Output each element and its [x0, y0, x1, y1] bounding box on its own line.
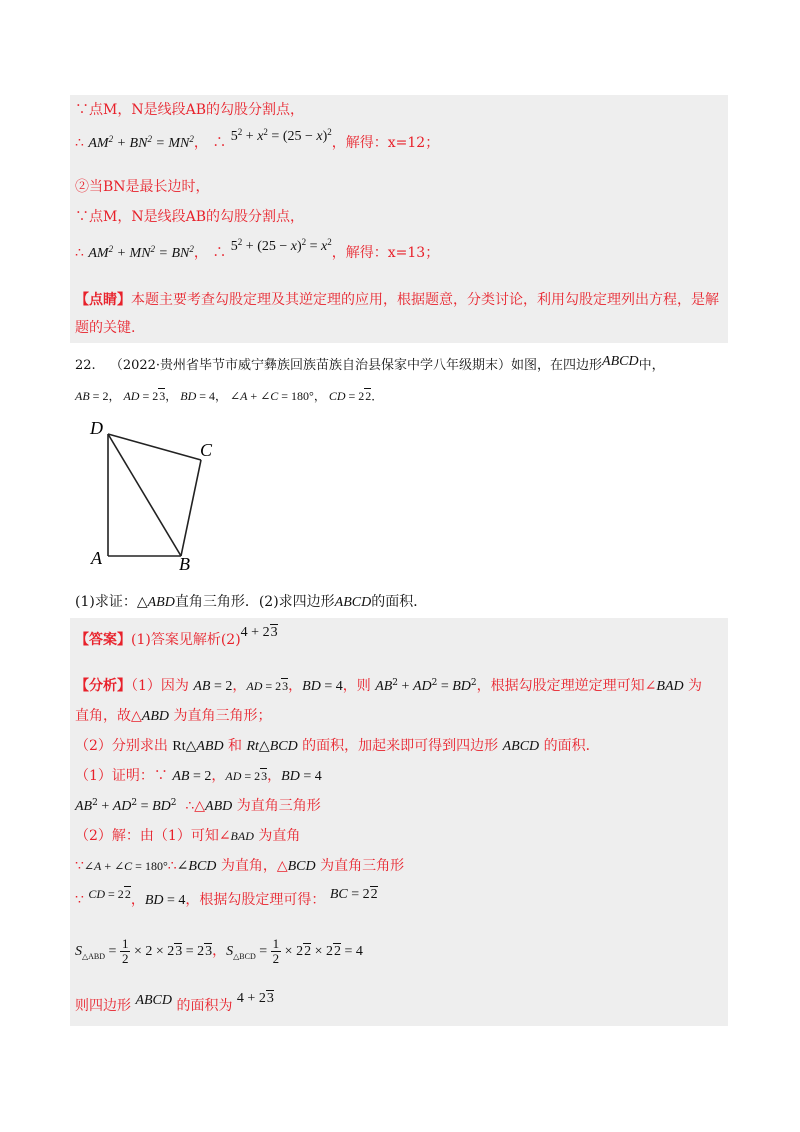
- given-values: AB = 2， AD = 23， BD = 4， ∠A + ∠C = 180°， CD = 22．: [75, 389, 384, 403]
- analysis-text-10: 则四边形 ABCD 的面积为 4 + 23: [75, 991, 274, 1014]
- analysis-line-9: [75, 934, 363, 974]
- answer-value: 4 + 23: [240, 625, 278, 640]
- analysis-line-2: [75, 706, 271, 727]
- analysis-text-3: （2）分别求出 Rt△ABD 和 Rt△BCD 的面积，加起来即可得到四边形 ABCD 的面积．: [75, 738, 600, 754]
- therefore-symbol-3: ∴: [75, 245, 84, 261]
- analysis-line-4: [75, 766, 322, 787]
- equation-line-2: [75, 237, 440, 264]
- comma-2: ，: [193, 245, 208, 261]
- analysis-text-5: $AB^2 + AD^2 = BD^2$ ∴△ABD 为直角三角形: [75, 798, 321, 814]
- analysis-text-4: （1）证明：∵ AB = 2，AD = 23，BD = 4: [75, 768, 322, 784]
- equation-1: $AM^2 + BN^2 = MN^2$: [88, 134, 194, 151]
- label-d: D: [90, 418, 103, 438]
- analysis-line-5: [75, 796, 321, 817]
- therefore-symbol: ∴: [75, 135, 84, 151]
- question-zhong: 中，: [638, 358, 665, 373]
- answer-line: [75, 625, 278, 651]
- label-a: A: [91, 548, 102, 568]
- label-b: B: [179, 554, 190, 574]
- question-line: [75, 356, 665, 376]
- case-2-text: ②当BN是最长边时，: [75, 179, 210, 195]
- area-formula: $S_{\triangle ABD}$ = $\frac{1}{2}$ × 2 × 23 = 23，$S_{\triangle BCD}$ = $\frac{1}{2}$ × 22 × 22 = 4: [75, 936, 363, 967]
- segment-bc: [181, 460, 201, 556]
- analysis-text-2: 直角，故△ABD 为直角三角形；: [75, 708, 272, 724]
- comment-line-2: [75, 318, 135, 338]
- analysis-text-7: ∵∠A + ∠C = 180°∴∠BCD 为直角，△BCD 为直角三角形: [75, 858, 405, 874]
- comment-line: [75, 290, 719, 310]
- solution-value-2: ，解得：x=13；: [331, 245, 440, 261]
- quad-name: ABCD: [602, 354, 639, 369]
- analysis-line-3: [75, 736, 600, 757]
- label-c: C: [200, 440, 213, 460]
- analysis-text-6: （2）解：由（1）可知∠BAD 为直角: [75, 828, 301, 844]
- text-because-2: ∵点M，N是线段AB的勾股分割点，: [75, 209, 304, 225]
- equation-3: $AM^2 + MN^2 = BN^2$: [88, 244, 194, 261]
- analysis-tag: 【分析】: [75, 678, 131, 694]
- question-source: （2022·贵州省毕节市威宁彝族回族苗族自治县保家中学八年级期末）如图，在四边形: [109, 358, 603, 373]
- text-line: [75, 207, 304, 227]
- comment-tag: 【点睛】: [75, 292, 131, 308]
- analysis-line-6: [75, 826, 300, 846]
- comment-text: 本题主要考查勾股定理及其逆定理的应用，根据题意，分类讨论，利用勾股定理列出方程，是解: [131, 292, 719, 308]
- equation-2: $5^2 + x^2 = (25 - x)^2$: [230, 127, 332, 144]
- quadrilateral-figure: [82, 414, 242, 574]
- analysis-line-8: [75, 887, 378, 911]
- comma: ，: [193, 135, 208, 151]
- therefore-symbol-2: ∴: [212, 135, 227, 151]
- answer-tag: 【答案】: [75, 632, 131, 648]
- answer-text: (1)答案见解析(2): [131, 632, 241, 648]
- comment-text-2: 题的关键.: [75, 320, 136, 336]
- sub-questions: [75, 592, 427, 613]
- analysis-text-1: （1）因为 AB = 2，AD = 23，BD = 4，则 $AB^2 + AD^2 = BD^2$，根据勾股定理逆定理可知∠BAD 为: [131, 678, 703, 694]
- analysis-line-1: [75, 676, 702, 697]
- text-because: ∵点M，N是线段AB的勾股分割点，: [75, 102, 304, 118]
- equation-4: $5^2 + (25 - x)^2 = x^2$: [230, 237, 332, 254]
- equation-line: [75, 127, 440, 154]
- analysis-line-7: [75, 856, 404, 877]
- case-2-line: [75, 177, 210, 197]
- text-line: [75, 100, 304, 120]
- segment-db: [108, 434, 181, 556]
- sub-q: (1)求证：△ABD直角三角形．(2)求四边形ABCD的面积．: [75, 594, 428, 610]
- analysis-text-8: ∵ CD = 22，BD = 4，根据勾股定理可得： BC = 22: [75, 887, 378, 908]
- given-line: [75, 386, 383, 406]
- question-number: 22.: [75, 358, 96, 373]
- therefore-symbol-4: ∴: [212, 245, 227, 261]
- solution-value: ，解得：x=12；: [331, 135, 440, 151]
- analysis-line-10: [75, 991, 274, 1017]
